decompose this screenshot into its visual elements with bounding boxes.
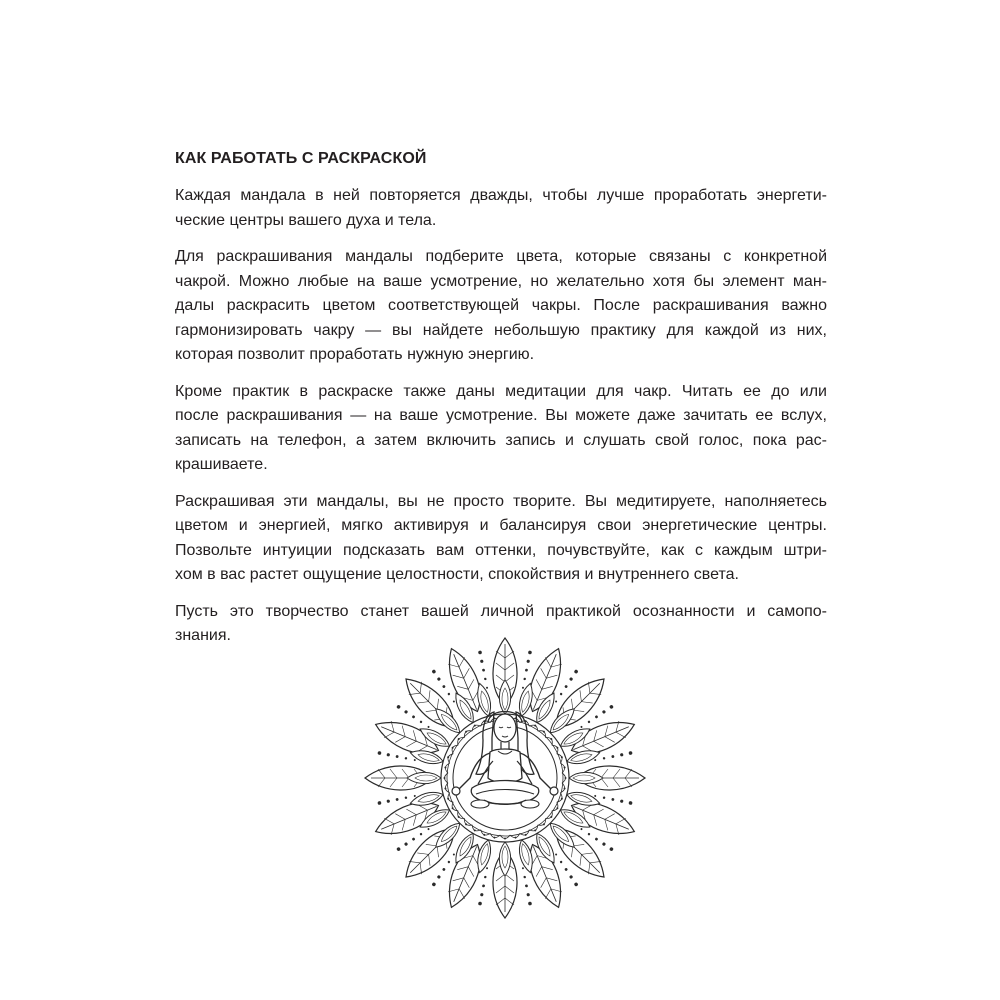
paragraph-line: хом в вас растет ощущение целостности, спокойствия и внутреннего света. [175, 566, 739, 583]
paragraph-2 [175, 245, 827, 368]
paragraph-line: знания. [175, 627, 231, 644]
paragraph-line: гармонизировать чакру — вы найдете небольшую практику для каждой из них, [175, 321, 827, 339]
paragraph-line: крашиваете. [175, 456, 268, 473]
paragraph-line: ческие центры вашего духа и тела. [175, 211, 437, 229]
paragraph-4 [175, 490, 827, 588]
paragraph-line: которая позволит проработать нужную энергию. [175, 346, 535, 363]
paragraph-line: после раскрашивания — на ваше усмотрение. Вы можете даже зачитать ее вслух, [175, 407, 827, 424]
paragraph-line: записать на телефон, а затем включить запись и слушать свой голос, пока рас- [175, 431, 827, 449]
paragraph-line: Раскрашивая эти мандалы, вы не просто творите. Вы медитируете, наполняетесь [175, 492, 827, 510]
paragraph-line: далы раскрасить цветом соответствующей чакры. После раскрашивания важно [175, 297, 827, 314]
section-heading: КАК РАБОТАТЬ С РАСКРАСКОЙ [175, 150, 427, 167]
paragraph-line: Для раскрашивания мандалы подберите цвета, которые связаны с конкретной [175, 248, 827, 265]
paragraph-3 [175, 380, 827, 478]
paragraph-line: Пусть это творчество станет вашей личной практикой осознанности и самопо- [175, 602, 827, 620]
paragraph-line: Каждая мандала в ней повторяется дважды, чтобы лучше проработать энергети- [175, 187, 827, 204]
paragraph-line: чакрой. Можно любые на ваше усмотрение, но желательно хотя бы элемент ман- [175, 272, 827, 290]
meditating-woman-mandala-icon [360, 628, 650, 928]
paragraph-line: Позвольте интуиции подсказать вам оттенки, почувствуйте, как с каждым штри- [175, 541, 827, 559]
mandala-illustration [360, 628, 650, 928]
paragraph-line: цветом и энергией, мягко активируя и балансируя свои энергетические центры. [175, 517, 827, 534]
paragraph-line: Кроме практик в раскраске также даны медитации для чакр. Читать ее до или [175, 382, 827, 400]
paragraph-1 [175, 184, 827, 233]
page-content [175, 148, 827, 661]
